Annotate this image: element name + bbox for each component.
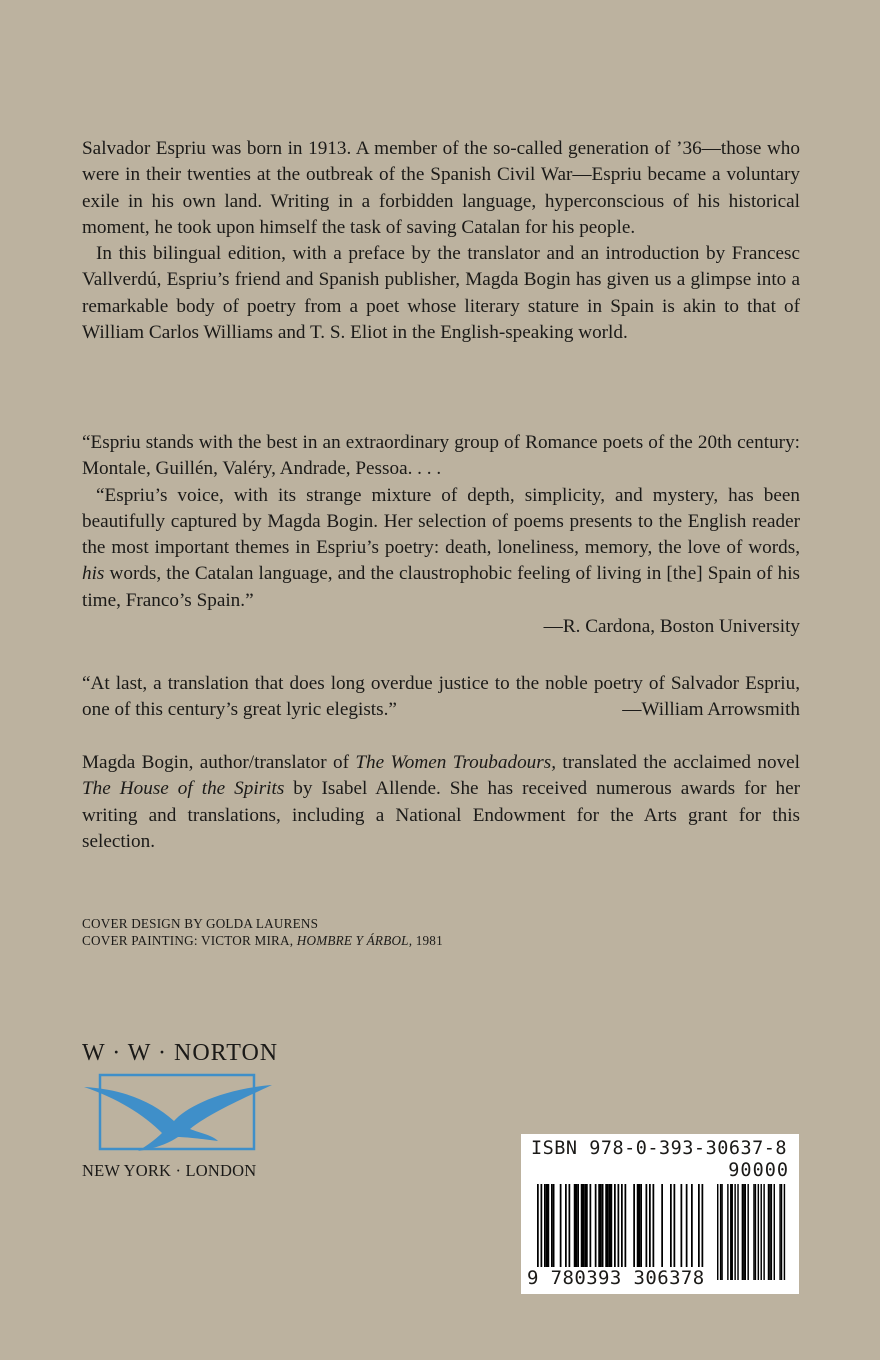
barcode-bar [584, 1184, 586, 1272]
addon-bar [734, 1184, 735, 1280]
barcode-bar [609, 1184, 611, 1272]
seagull-shape [84, 1085, 272, 1151]
review-arrowsmith [82, 671, 800, 724]
review-arrowsmith-quote: “At last, a translation that does long overdue justice to the noble poetry of Salvador Espriu, one of this century’s great lyric elegists.” —William Arrowsmith [82, 671, 800, 724]
addon-bar [753, 1184, 754, 1280]
review-cardona [82, 430, 800, 640]
barcode-bar [633, 1184, 635, 1272]
barcode-bar [546, 1184, 548, 1272]
barcode-bar [681, 1184, 683, 1272]
addon-bar [779, 1184, 780, 1280]
logo-frame [100, 1075, 254, 1149]
ean-barcode-bars [537, 1184, 703, 1280]
addon-bar [743, 1184, 744, 1280]
addon-bar [784, 1184, 785, 1280]
barcode-bar [611, 1184, 613, 1272]
isbn-number: ISBN 978-0-393-30637-8 [531, 1138, 788, 1159]
barcode-bar [581, 1184, 583, 1272]
addon-bar [717, 1184, 718, 1280]
addon-bar [761, 1184, 762, 1280]
barcode-bar [590, 1184, 592, 1272]
addon-bar [742, 1184, 743, 1280]
barcode-bar [698, 1184, 700, 1280]
publisher-cities: NEW YORK · LONDON [82, 1161, 257, 1180]
barcode-bar [618, 1184, 620, 1280]
review-arrowsmith-attribution: —William Arrowsmith [622, 699, 800, 721]
barcode-bar [576, 1184, 578, 1272]
publisher-imprint [82, 1040, 282, 1181]
addon-bar [758, 1184, 759, 1280]
publisher-name: W · W · NORTON [82, 1040, 279, 1066]
barcode-bar [551, 1184, 553, 1272]
barcode-bar [653, 1184, 655, 1272]
barcode-bar [577, 1184, 579, 1272]
barcode-bar [586, 1184, 588, 1272]
barcode-bar [560, 1184, 562, 1272]
addon-bar [732, 1184, 733, 1280]
book-title-women-troubadours: The Women Troubadours, [355, 752, 556, 773]
barcode-bar [686, 1184, 688, 1272]
barcode-bar [625, 1184, 627, 1272]
ean-number: 9 780393 306378 [527, 1267, 705, 1289]
book-title-house-of-spirits: The House of the Spirits [82, 778, 285, 800]
barcode-bar [583, 1184, 585, 1272]
barcode-bar [674, 1184, 676, 1272]
description-section [82, 136, 800, 346]
cover-design-credit: COVER DESIGN BY GOLDA LAURENS [82, 916, 319, 931]
barcode-bar [544, 1184, 546, 1272]
price-code: 90000 [728, 1160, 789, 1181]
addon-bar [755, 1184, 756, 1280]
barcode-bar [621, 1184, 623, 1280]
cover-credits [82, 915, 443, 949]
review-cardona-attribution: —R. Cardona, Boston University [543, 616, 800, 638]
addon-bar [720, 1184, 721, 1280]
barcode-bar [605, 1184, 607, 1272]
addon-bar [737, 1184, 738, 1280]
author-bio-text: Magda Bogin, author/translator of The Women Troubadours, translated the acclaimed novel The House of the Spirits by Isabel Allende. She has received numerous awards for her writing and translations, including a National Endowment for the Arts grant for this selection. [82, 752, 801, 852]
review-cardona-quote-1: “Espriu stands with the best in an extraordinary group of Romance poets of the 20th century: Montale, Guillén, Valéry, Andrade, Pessoa. . . . [82, 432, 800, 480]
barcode-bar [598, 1184, 600, 1272]
barcode-bar [574, 1184, 576, 1272]
addon-bar [745, 1184, 746, 1280]
description-paragraph-1: Salvador Espriu was born in 1913. A member of the so-called generation of ’36—those who were in their twenties at the outbreak of the Spanish Civil War—Espriu became a voluntary exile in his own land. Writing in a forbidden language, hyperconscious of his historical moment, he took upon himself the task of saving Catalan for his people. [82, 138, 800, 238]
addon-bar [747, 1184, 748, 1280]
addon-bar [768, 1184, 769, 1280]
barcode-bar [614, 1184, 616, 1272]
barcode-bar [541, 1184, 543, 1280]
addon-bar [730, 1184, 731, 1280]
barcode-bar [670, 1184, 672, 1272]
barcode-bar [639, 1184, 641, 1272]
addon-bar [721, 1184, 722, 1280]
cover-painting-credit: COVER PAINTING: VICTOR MIRA, HOMBRE Y ÁRBOL, 1981 [82, 933, 443, 948]
description-paragraph-2: In this bilingual edition, with a preface by the translator and an introduction by Francesc Vallverdú, Espriu’s friend and Spanish publisher, Magda Bogin has given us a glimpse into a remarkable body of poetry from a poet whose literary stature in Spain is akin to that of William Carlos Williams and T. S. Eliot in the English-speaking world. [82, 243, 800, 344]
barcode-bar [602, 1184, 604, 1272]
barcode-bar [553, 1184, 555, 1272]
barcode-bar [600, 1184, 602, 1272]
barcode-bar [646, 1184, 648, 1272]
barcode-bar [649, 1184, 651, 1272]
barcode-bar [691, 1184, 693, 1272]
review-cardona-quote-2: “Espriu’s voice, with its strange mixture of depth, simplicity, and mystery, has been beautifully captured by Magda Bogin. Her selection of poems presents to the English reader the most important themes in Espriu’s poetry: death, loneliness, memory, the love of words, his words, the Catalan language, and the claustrophobic feeling of living in [the] Spain of his time, Franco’s Spain.” [82, 484, 800, 611]
addon-bar [774, 1184, 775, 1280]
barcode-bar [565, 1184, 567, 1272]
barcode-bar [640, 1184, 642, 1272]
addon-bar [763, 1184, 764, 1280]
addon-barcode-bars [717, 1184, 785, 1280]
barcode-bar [595, 1184, 597, 1272]
barcode-bar [661, 1184, 663, 1272]
addon-bar [769, 1184, 770, 1280]
barcode-bar [569, 1184, 571, 1272]
barcode-bar [548, 1184, 550, 1272]
isbn-barcode [521, 1134, 799, 1294]
addon-bar [781, 1184, 782, 1280]
addon-bar [771, 1184, 772, 1280]
barcode-bar [607, 1184, 609, 1272]
barcode-bar [637, 1184, 639, 1272]
author-bio [82, 750, 800, 855]
emphasis-his: his [82, 563, 105, 585]
addon-bar [727, 1184, 728, 1280]
barcode-bar [702, 1184, 704, 1280]
seagull-logo-icon [82, 1073, 274, 1153]
barcode-bar [537, 1184, 539, 1280]
